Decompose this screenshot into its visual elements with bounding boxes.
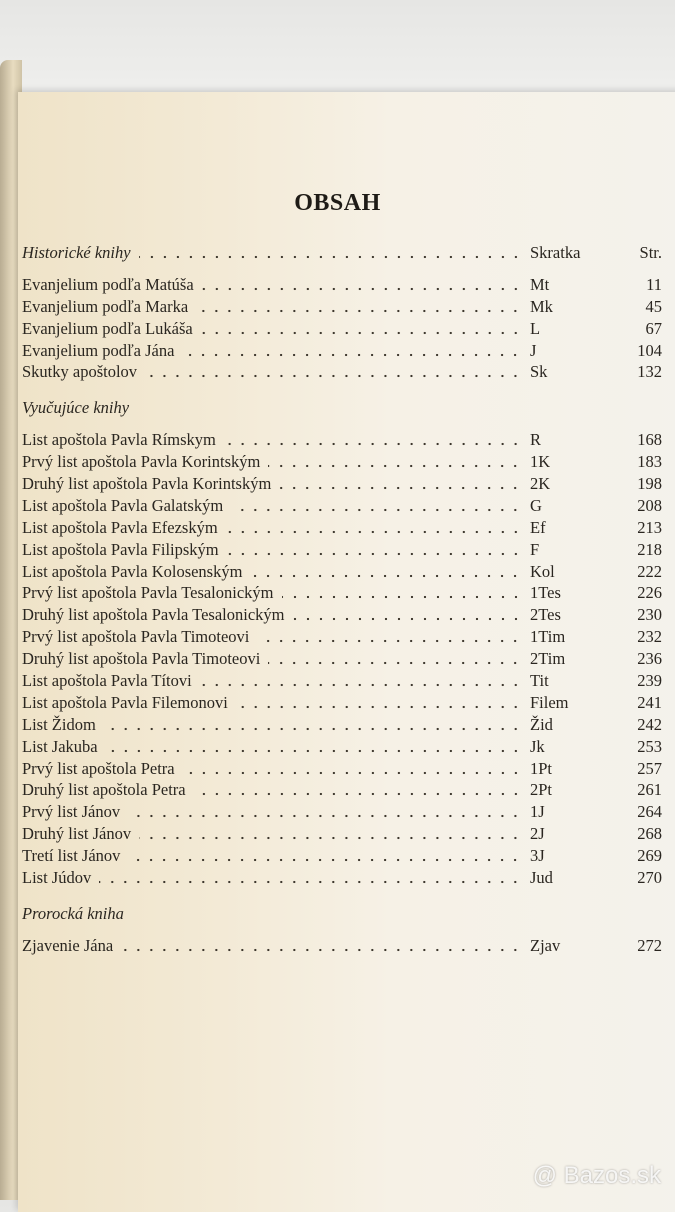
section-heading-row	[22, 242, 662, 264]
entry-title: List Židom	[22, 714, 96, 734]
entry-abbreviation: Mt	[530, 274, 550, 294]
entry-abbreviation: Sk	[530, 362, 548, 382]
toc-entry	[22, 714, 662, 736]
entry-page-number: 261	[637, 780, 662, 800]
dot-leader	[121, 948, 522, 952]
entry-abbreviation: 2K	[530, 474, 551, 494]
entry-title: Tretí list Jánov	[22, 846, 121, 866]
section-heading: Historické knihy	[22, 243, 131, 262]
dot-leader	[194, 792, 522, 796]
dot-leader	[99, 880, 522, 884]
dot-leader	[139, 255, 522, 259]
entry-page-number: 45	[645, 296, 662, 316]
dot-leader	[268, 661, 522, 665]
entry-abbreviation: F	[530, 539, 540, 559]
dot-leader	[236, 705, 522, 709]
table-of-contents	[22, 242, 662, 957]
section-heading-row	[22, 397, 662, 419]
entry-page-number: 269	[637, 846, 662, 866]
entry-title: Evanjelium podľa Lukáša	[22, 318, 193, 338]
entry-page-number: 230	[637, 605, 662, 625]
toc-entry	[22, 604, 662, 626]
entry-abbreviation: R	[530, 430, 542, 450]
dot-leader	[224, 442, 522, 446]
toc-entry	[22, 539, 662, 561]
entry-abbreviation: Tit	[530, 671, 549, 691]
toc-entry	[22, 845, 662, 867]
toc-entry	[22, 517, 662, 539]
toc-entry	[22, 626, 662, 648]
dot-leader	[145, 374, 522, 378]
entry-page-number: 183	[637, 452, 662, 472]
entry-title: Evanjelium podľa Jána	[22, 340, 175, 360]
entry-title: Druhý list apoštola Pavla Korintským	[22, 474, 272, 494]
section-heading-row	[22, 903, 662, 925]
section-gap	[22, 383, 662, 397]
entry-title: List Jakuba	[22, 736, 98, 756]
entry-title: Druhý list Jánov	[22, 824, 132, 844]
entry-page-number: 104	[637, 340, 662, 360]
toc-entry	[22, 451, 662, 473]
entry-page-number: 239	[637, 671, 662, 691]
dot-leader	[201, 331, 522, 335]
entry-page-number: 268	[637, 824, 662, 844]
entry-page-number: 222	[637, 561, 662, 581]
toc-entry	[22, 935, 662, 957]
entry-title: Prvý list apoštola Petra	[22, 758, 175, 778]
toc-entry	[22, 648, 662, 670]
entry-abbreviation: L	[530, 318, 541, 338]
entry-title: Druhý list apoštola Pavla Tesalonickým	[22, 605, 285, 625]
dot-leader	[106, 749, 522, 753]
dot-leader	[250, 574, 522, 578]
entry-title: Evanjelium podľa Matúša	[22, 274, 194, 294]
entry-abbreviation: 1Tes	[530, 583, 561, 603]
toc-entry	[22, 340, 662, 362]
entry-page-number: 236	[637, 649, 662, 669]
entry-abbreviation: Kol	[530, 561, 555, 581]
entry-abbreviation: 2Pt	[530, 780, 553, 800]
toc-entry	[22, 736, 662, 758]
entry-abbreviation: Jud	[530, 868, 553, 888]
entry-title: Prvý list apoštola Pavla Timoteovi	[22, 627, 250, 647]
toc-entry	[22, 296, 662, 318]
entry-abbreviation: 1J	[530, 802, 545, 822]
column-header-abbr: Skratka	[530, 243, 581, 262]
toc-entry	[22, 801, 662, 823]
section-gap	[22, 889, 662, 903]
entry-title: List Júdov	[22, 868, 92, 888]
toc-entry	[22, 473, 662, 495]
dot-leader	[227, 552, 522, 556]
toc-entry	[22, 582, 662, 604]
entry-title: Prvý list apoštola Pavla Korintským	[22, 452, 261, 472]
entry-title: Druhý list apoštola Petra	[22, 780, 186, 800]
entry-abbreviation: J	[530, 340, 537, 360]
toc-entry	[22, 318, 662, 340]
entry-title: List apoštola Pavla Kolosenským	[22, 561, 243, 581]
entry-abbreviation: Mk	[530, 296, 553, 316]
entry-abbreviation: 2J	[530, 824, 545, 844]
dot-leader	[202, 287, 522, 291]
toc-entry	[22, 670, 662, 692]
page-title: OBSAH	[294, 190, 381, 216]
dot-leader	[183, 771, 522, 775]
dot-leader	[257, 639, 522, 643]
entry-title: List apoštola Pavla Galatským	[22, 495, 224, 515]
toc-entry	[22, 758, 662, 780]
entry-page-number: 242	[637, 714, 662, 734]
dot-leader	[279, 486, 522, 490]
dot-leader	[200, 683, 522, 687]
section-heading: Prorocká kniha	[22, 903, 124, 923]
entry-page-number: 253	[637, 736, 662, 756]
entry-abbreviation: 2Tes	[530, 605, 561, 625]
entry-title: Prvý list Jánov	[22, 802, 121, 822]
entry-abbreviation: 1Pt	[530, 758, 553, 778]
dot-leader	[293, 617, 522, 621]
entry-title: Skutky apoštolov	[22, 362, 138, 382]
entry-abbreviation: 1K	[530, 452, 551, 472]
entry-title: List apoštola Pavla Filipským	[22, 539, 219, 559]
entry-page-number: 67	[645, 318, 662, 338]
entry-title: List apoštola Pavla Títovi	[22, 671, 192, 691]
entry-abbreviation: G	[530, 495, 542, 515]
entry-abbreviation: Filem	[530, 692, 569, 712]
dot-leader	[128, 858, 522, 862]
entry-page-number: 11	[646, 274, 662, 294]
section-heading: Vyučujúce knihy	[22, 398, 130, 418]
entry-page-number: 132	[637, 362, 662, 382]
entry-page-number: 232	[637, 627, 662, 647]
entry-title: Zjavenie Jána	[22, 935, 114, 955]
entry-title: List apoštola Pavla Filemonovi	[22, 692, 228, 712]
entry-title: Prvý list apoštola Pavla Tesalonickým	[22, 583, 274, 603]
dot-leader	[231, 508, 522, 512]
entry-page-number: 264	[637, 802, 662, 822]
entry-page-number: 208	[637, 495, 662, 515]
entry-page-number: 213	[637, 517, 662, 537]
dot-leader	[128, 814, 522, 818]
entry-page-number: 198	[637, 474, 662, 494]
entry-abbreviation: Žid	[530, 714, 553, 734]
entry-page-number: 168	[637, 430, 662, 450]
entry-page-number: 218	[637, 539, 662, 559]
toc-entry	[22, 361, 662, 383]
entry-title: List apoštola Pavla Rímskym	[22, 430, 216, 450]
entry-page-number: 272	[637, 935, 662, 955]
watermark: @ Bazos.sk	[532, 1162, 661, 1189]
entry-abbreviation: Jk	[530, 736, 545, 756]
entry-page-number: 257	[637, 758, 662, 778]
dot-leader	[104, 727, 522, 731]
toc-entry	[22, 561, 662, 583]
toc-entry	[22, 779, 662, 801]
entry-page-number: 270	[637, 868, 662, 888]
entry-abbreviation: 1Tim	[530, 627, 566, 647]
dot-leader	[182, 353, 522, 357]
toc-entry	[22, 867, 662, 889]
heading-gap	[22, 264, 662, 274]
heading-gap	[22, 419, 662, 429]
entry-title: List apoštola Pavla Efezským	[22, 517, 218, 537]
toc-entry	[22, 692, 662, 714]
dot-leader	[196, 309, 522, 313]
entry-abbreviation: 3J	[530, 846, 545, 866]
entry-title: Druhý list apoštola Pavla Timoteovi	[22, 649, 261, 669]
entry-abbreviation: 2Tim	[530, 649, 566, 669]
entry-page-number: 226	[637, 583, 662, 603]
dot-leader	[268, 464, 522, 468]
entry-abbreviation: Zjav	[530, 935, 561, 955]
dot-leader	[282, 595, 522, 599]
column-header-page: Str.	[639, 243, 662, 262]
entry-title: Evanjelium podľa Marka	[22, 296, 189, 316]
dot-leader	[139, 836, 522, 840]
dot-leader	[226, 530, 522, 534]
entry-page-number: 241	[637, 692, 662, 712]
entry-abbreviation: Ef	[530, 517, 546, 537]
toc-entry	[22, 823, 662, 845]
toc-entry	[22, 274, 662, 296]
toc-entry	[22, 429, 662, 451]
toc-entry	[22, 495, 662, 517]
heading-gap	[22, 925, 662, 935]
